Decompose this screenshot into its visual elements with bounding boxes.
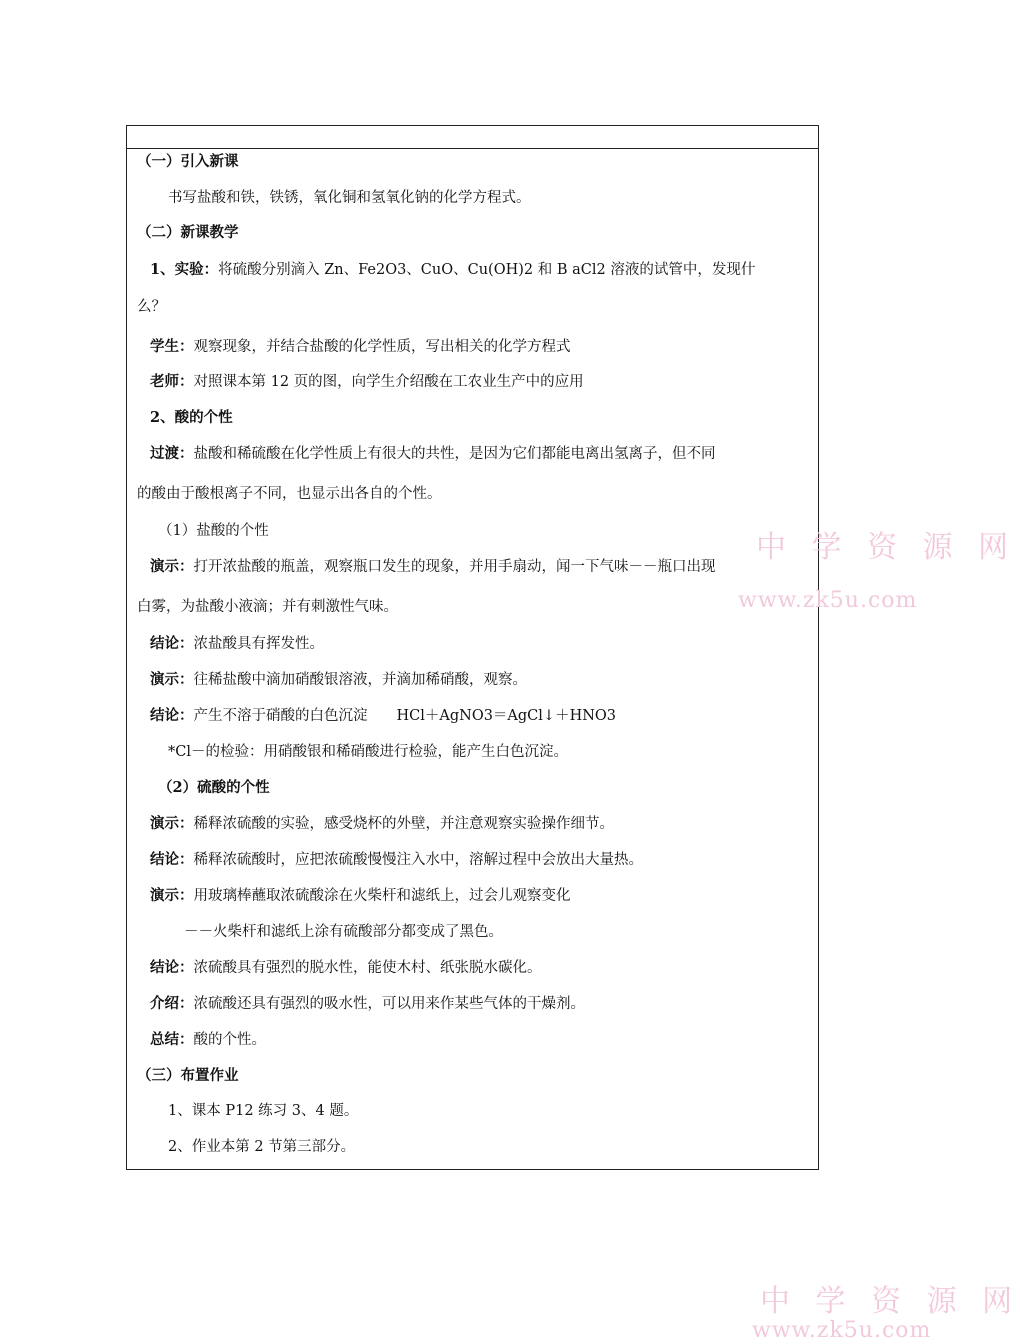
line-label: 结论： bbox=[150, 851, 194, 868]
text-line bbox=[150, 814, 614, 834]
line-label: 演示： bbox=[150, 671, 194, 688]
line-text: *Cl－的检验：用硝酸银和稀硝酸进行检验，能产生白色沉淀。 bbox=[168, 744, 568, 760]
text-line bbox=[137, 597, 398, 617]
line-text: 么？ bbox=[137, 299, 166, 315]
line-text: 书写盐酸和铁，铁锈，氧化铜和氢氧化钠的化学方程式。 bbox=[168, 190, 531, 206]
line-text: 白雾，为盐酸小液滴；并有刺激性气味。 bbox=[137, 599, 398, 615]
line-label: 结论： bbox=[150, 635, 194, 652]
text-line bbox=[150, 408, 233, 428]
line-text: 盐酸和稀硫酸在化学性质上有很大的共性，是因为它们都能电离出氢离子，但不同 bbox=[193, 446, 716, 462]
line-label: 过渡： bbox=[150, 445, 194, 462]
line-text: 稀释浓硫酸时，应把浓硫酸慢慢注入水中，溶解过程中会放出大量热。 bbox=[193, 852, 643, 868]
text-line bbox=[150, 557, 716, 577]
text-line bbox=[150, 670, 527, 690]
text-line bbox=[150, 886, 571, 906]
watermark-url-2: www.zk5u.com bbox=[752, 1318, 932, 1343]
text-line bbox=[137, 223, 239, 243]
line-text: －－火柴杆和滤纸上涂有硫酸部分都变成了黑色。 bbox=[184, 924, 503, 940]
line-label: 结论： bbox=[150, 959, 194, 976]
text-line bbox=[137, 1066, 239, 1086]
line-label: 演示： bbox=[150, 887, 194, 904]
text-line bbox=[184, 922, 503, 942]
line-text: 浓硫酸还具有强烈的吸水性，可以用来作某些气体的干燥剂。 bbox=[193, 996, 585, 1012]
text-line bbox=[158, 778, 270, 798]
text-line bbox=[168, 1101, 358, 1121]
line-text: 浓盐酸具有挥发性。 bbox=[193, 636, 324, 652]
text-line bbox=[150, 372, 584, 392]
line-label: 总结： bbox=[150, 1031, 194, 1048]
text-line bbox=[150, 1030, 266, 1050]
line-text: 对照课本第 12 页的图，向学生介绍酸在工农业生产中的应用 bbox=[193, 374, 584, 390]
line-text: 稀释浓硫酸的实验，感受烧杯的外壁，并注意观察实验操作细节。 bbox=[193, 816, 614, 832]
text-line bbox=[150, 850, 643, 870]
line-text: 2、作业本第 2 节第三部分。 bbox=[168, 1139, 356, 1155]
text-line bbox=[150, 444, 716, 464]
line-label: （一）引入新课 bbox=[137, 153, 239, 170]
text-line bbox=[137, 297, 166, 317]
line-text: 浓硫酸具有强烈的脱水性，能使木村、纸张脱水碳化。 bbox=[193, 960, 542, 976]
line-text: 往稀盐酸中滴加硝酸银溶液，并滴加稀硝酸，观察。 bbox=[193, 672, 527, 688]
line-text: 的酸由于酸根离子不同，也显示出各自的个性。 bbox=[137, 486, 442, 502]
line-text: 用玻璃棒蘸取浓硫酸涂在火柴杆和滤纸上，过会儿观察变化 bbox=[193, 888, 571, 904]
watermark-text-2: 中 学 资 源 网 bbox=[760, 1284, 1020, 1319]
line-text: 产生不溶于硝酸的白色沉淀 HCl＋AgNO3＝AgCl↓＋HNO3 bbox=[193, 708, 617, 724]
line-label: 介绍： bbox=[150, 995, 194, 1012]
text-line bbox=[137, 152, 239, 172]
text-line bbox=[168, 1137, 355, 1157]
line-label: 演示： bbox=[150, 558, 194, 575]
line-text: 打开浓盐酸的瓶盖，观察瓶口发生的现象，并用手扇动，闻一下气味－－瓶口出现 bbox=[193, 559, 716, 575]
text-line bbox=[150, 634, 324, 654]
line-label: 演示： bbox=[150, 815, 194, 832]
text-line bbox=[150, 260, 755, 280]
text-line bbox=[150, 706, 616, 726]
line-label: （二）新课教学 bbox=[137, 224, 239, 241]
line-text: （1）盐酸的个性 bbox=[158, 523, 269, 539]
text-line bbox=[168, 742, 568, 762]
line-label: （三）布置作业 bbox=[137, 1067, 239, 1084]
line-label: 学生： bbox=[150, 338, 194, 355]
line-text: 将硫酸分别滴入 Zn、Fe2O3、CuO、Cu(OH)2 和 B aCl2 溶液的试管中，发现什 bbox=[218, 262, 756, 278]
line-text: 1、课本 P12 练习 3、4 题。 bbox=[168, 1103, 359, 1119]
line-text: 酸的个性。 bbox=[193, 1032, 266, 1048]
text-line bbox=[168, 188, 531, 208]
line-label: 2、酸的个性 bbox=[150, 409, 233, 426]
line-text: 观察现象，并结合盐酸的化学性质，写出相关的化学方程式 bbox=[193, 339, 571, 355]
line-label: 1、实验： bbox=[150, 261, 219, 278]
line-label: 老师： bbox=[150, 373, 194, 390]
text-line bbox=[158, 521, 269, 541]
table-header-row bbox=[127, 126, 818, 149]
watermark-text-1: 中 学 资 源 网 bbox=[756, 530, 1017, 565]
watermark-url-1: www.zk5u.com bbox=[738, 588, 918, 613]
text-line bbox=[150, 994, 585, 1014]
text-line bbox=[150, 958, 542, 978]
text-line bbox=[150, 337, 571, 357]
text-line bbox=[137, 484, 442, 504]
line-label: 结论： bbox=[150, 707, 194, 724]
line-label: （2）硫酸的个性 bbox=[158, 779, 270, 796]
